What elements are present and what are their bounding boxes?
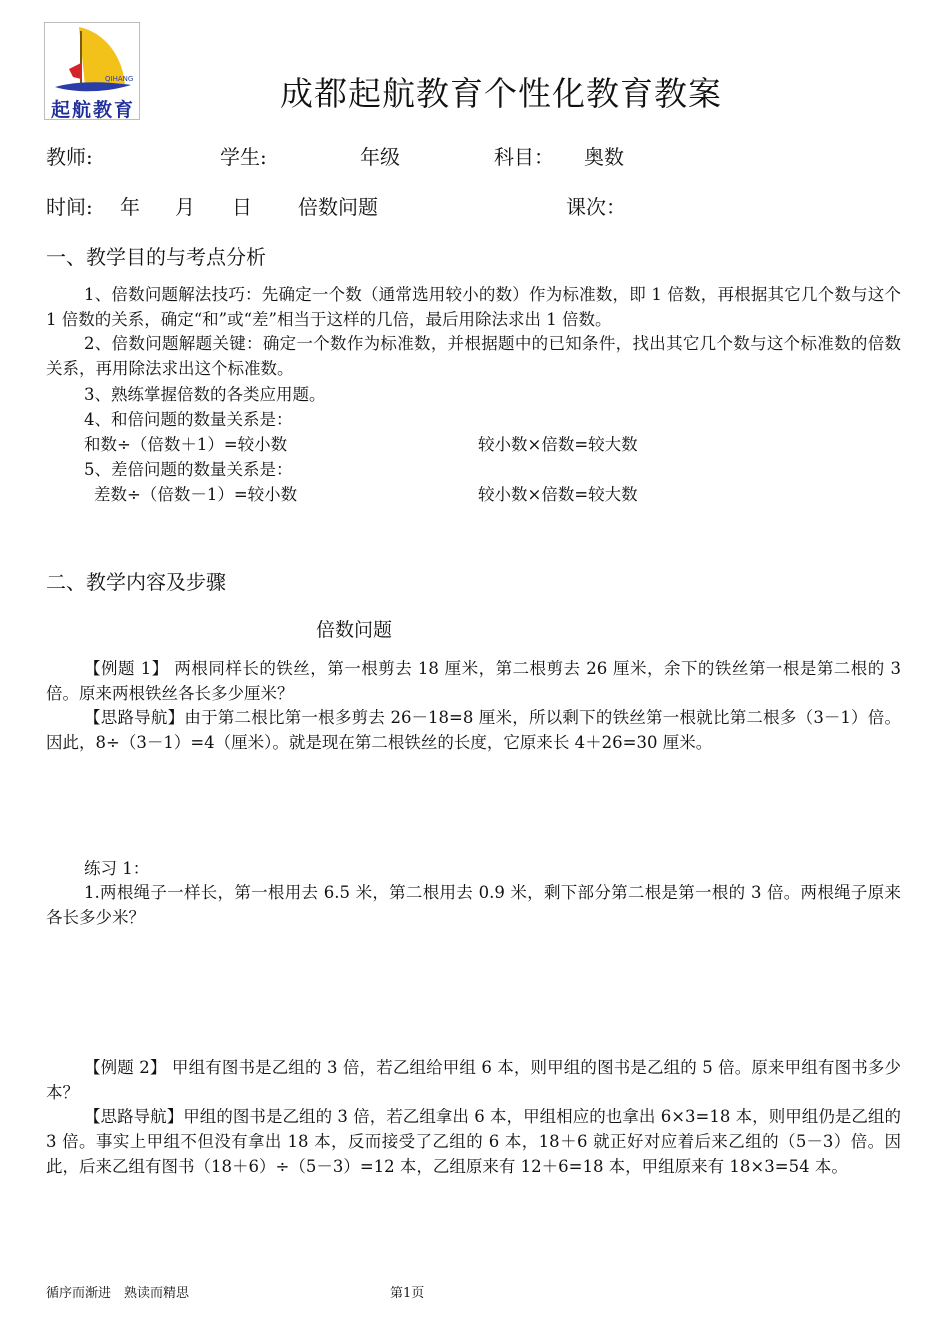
teacher-field: 教师: (46, 145, 93, 169)
student-field: 学生: (220, 145, 267, 169)
day-field: 日 (232, 195, 252, 219)
sailboat-logo-icon (45, 23, 140, 95)
objective-paragraph-5: 5、差倍问题的数量关系是： (84, 460, 293, 479)
sum-multiple-formula-1: 和数÷（倍数＋1）=较小数 (84, 435, 288, 454)
footer-motto: 循序而渐进 熟读而精思 (46, 1286, 190, 1301)
topic-field: 倍数问题 (298, 195, 378, 219)
page-number: 第1页 (390, 1286, 425, 1301)
section1-heading: 一、教学目的与考点分析 (46, 245, 266, 269)
page-title: 成都起航教育个性化教育教案 (280, 74, 722, 113)
diff-multiple-formula-1: 差数÷（倍数－1）=较小数 (94, 485, 298, 504)
objective-paragraph-3: 3、熟练掌握倍数的各类应用题。 (84, 385, 326, 404)
subject-value: 奥数 (584, 145, 624, 169)
objective-paragraph-4: 4、和倍问题的数量关系是： (84, 410, 293, 429)
section2-heading: 二、教学内容及步骤 (46, 570, 226, 594)
example-1-hint: 【思路导航】由于第二根比第一根多剪去 26－18=8 厘米，所以剩下的铁丝第一根就比第二根多（3－1）倍。因此，8÷（3－1）=4（厘米）。就是现在第二根铁丝的长度，它原来长 4＋26=30 厘米。 (46, 708, 901, 752)
month-field: 月 (175, 195, 195, 219)
objective-paragraph-2: 2、倍数问题解题关键：确定一个数作为标准数，并根据题中的已知条件，找出其它几个数与这个标准数的倍数关系，再用除法求出这个标准数。 (46, 334, 901, 378)
time-label: 时间: (46, 195, 93, 219)
logo-small-text: QIHANG (105, 75, 134, 83)
objective-paragraph-1: 1、倍数问题解法技巧：先确定一个数（通常选用较小的数）作为标准数，即 1 倍数，再根据其它几个数与这个 1 倍数的关系，确定“和”或“差”相当于这样的几倍，最后用除法求出 1 倍数。 (46, 285, 901, 329)
practice-label: 练习 1： (84, 859, 150, 878)
logo-brand-text: 起航教育 (50, 99, 135, 120)
year-field: 年 (120, 195, 140, 219)
sum-multiple-formula-2: 较小数×倍数=较大数 (478, 435, 638, 454)
diff-multiple-formula-2: 较小数×倍数=较大数 (478, 485, 638, 504)
section2-subtitle: 倍数问题 (316, 619, 393, 641)
example-2: 【例题 2】 甲组有图书是乙组的 3 倍，若乙组给甲组 6 本，则甲组的图书是乙组的 5 倍。原来甲组有图书多少本？ (46, 1058, 901, 1102)
grade-field: 年级 (360, 145, 400, 169)
practice-1: 1.两根绳子一样长，第一根用去 6.5 米，第二根用去 0.9 米，剩下部分第二根是第一根的 3 倍。两根绳子原来各长多少米？ (46, 883, 901, 927)
example-1: 【例题 1】 两根同样长的铁丝，第一根剪去 18 厘米，第二根剪去 26 厘米，余下的铁丝第一根是第二根的 3 倍。原来两根铁丝各长多少厘米？ (46, 659, 901, 703)
subject-label: 科目： (494, 145, 554, 169)
lesson-field: 课次： (566, 195, 626, 219)
example-2-hint: 【思路导航】甲组的图书是乙组的 3 倍，若乙组拿出 6 本，甲组相应的也拿出 6×3=18 本，则甲组仍是乙组的 3 倍。事实上甲组不但没有拿出 18 本，反而接受了乙组的 6 本，18＋6 就正好对应着后来乙组的（5－3）倍。因此，后来乙组有图书（18＋6）÷（5－3）=12 本，乙组原来有 12＋6=18 本，甲组原来有 18×3=54 本。 (46, 1107, 901, 1176)
company-logo (44, 22, 140, 120)
